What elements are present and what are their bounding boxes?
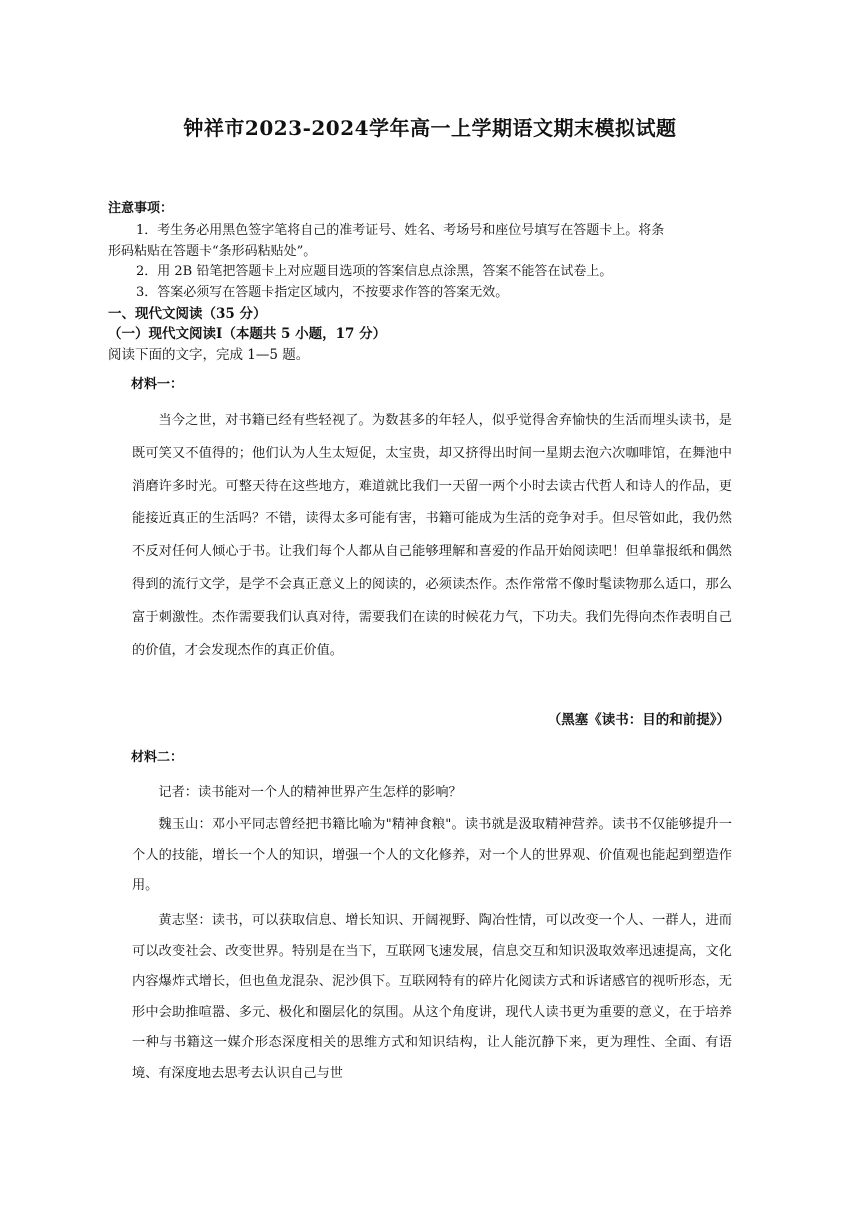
- interview-answer-huang: 黄志坚：读书，可以获取信息、增长知识、开阔视野、陶冶性情，可以改变一个人、一群人，进而可以改变社会、改变世界。特别是在当下，互联网飞速发展，信息交互和知识汲取效率迅速提高，文化内容爆炸式增长，但也鱼龙混杂、泥沙俱下。互联网特有的碎片化阅读方式和诉诸感官的视听形态，无形中会助推喧嚣、多元、极化和圈层化的氛围。从这个角度讲，现代人读书更为重要的意义，在于培养一种与书籍这一媒介形态深度相关的思维方式和知识结构，让人能沉静下来，更为理性、全面、有语境、有深度地去思考去认识自己与世: [132, 913, 732, 1081]
- material-1-paragraph: 当今之世，对书籍已经有些轻视了。为数甚多的年轻人，似乎觉得舍弃愉快的生活而埋头读书，是既可笑又不值得的；他们认为人生太短促，太宝贵，却又挤得出时间一星期去泡六次咖啡馆，在舞池中消磨许多时光。可整天待在这些地方，难道就比我们一天留一两个小时去读古代哲人和诗人的作品，更能接近真正的生活吗？不错，读得太多可能有害，书籍可能成为生活的竞争对手。但尽管如此，我仍然不反对任何人倾心于书。让我们每个人都从自己能够理解和喜爱的作品开始阅读吧！但单靠报纸和偶然得到的流行文学，是学不会真正意义上的阅读的，必须读杰作。杰作常常不像时髦读物那么适口，那么富于刺激性。杰作需要我们认真对待，需要我们在读的时候花力气，下功夫。我们先得向杰作表明自己的价值，才会发现杰作的真正价值。: [132, 413, 732, 658]
- note-item-3: 3．答案必须写在答题卡指定区域内，不按要求作答的答案无效。: [136, 285, 509, 300]
- note-item-2: 2．用 2B 铅笔把答题卡上对应题目选项的答案信息点涂黑，答案不能答在试卷上。: [136, 264, 613, 279]
- page-title: 钟祥市2023-2024学年高一上学期语文期末模拟试题: [183, 116, 677, 140]
- interview-answer-wei: 魏玉山：邓小平同志曾经把书籍比喻为"精神食粮"。读书就是汲取精神营养。读书不仅能够提升一个人的技能，增长一个人的知识，增强一个人的文化修养，对一个人的世界观、价值观也能起到塑造作用。: [132, 817, 732, 893]
- subsection-heading: （一）现代文阅读Ⅰ（本题共 5 小题，17 分）: [108, 326, 387, 342]
- section-heading: 一、现代文阅读（35 分）: [108, 306, 267, 322]
- reading-instruction: 阅读下面的文字，完成 1—5 题。: [108, 347, 310, 363]
- material-2-label: 材料二：: [131, 750, 184, 765]
- note-item-1-line-2: 形码粘贴在答题卡“条形码粘贴处”。: [108, 244, 317, 259]
- interview-question: 记者：读书能对一个人的精神世界产生怎样的影响？: [158, 785, 462, 800]
- notes-heading: 注意事项：: [108, 201, 174, 216]
- material-1-label: 材料一：: [131, 377, 184, 392]
- material-1-source: （黑塞《读书：目的和前提》）: [547, 712, 730, 728]
- note-item-1-line-1: 1．考生务必用黑色签字笔将自己的准考证号、姓名、考场号和座位号填写在答题卡上。将条: [136, 223, 665, 238]
